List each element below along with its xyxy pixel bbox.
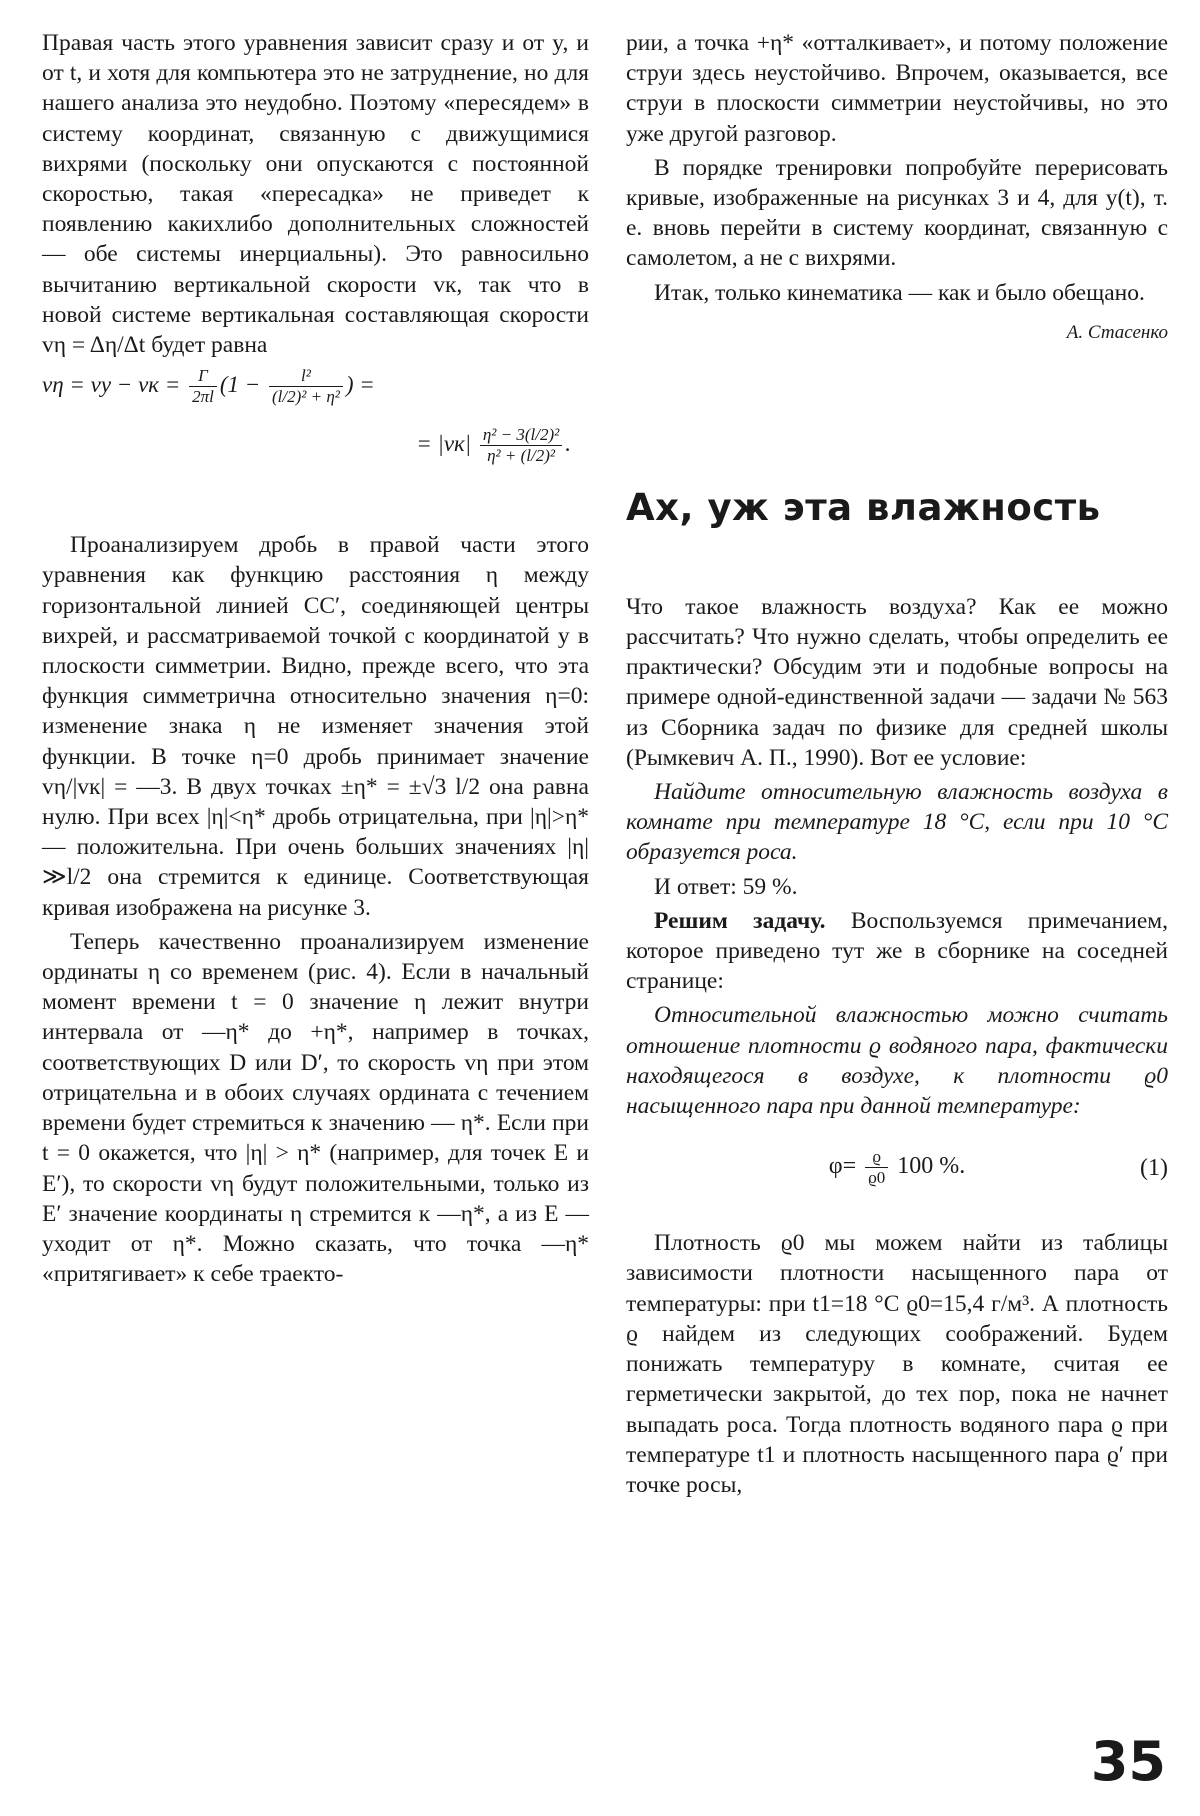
answer: И ответ: 59 %. bbox=[654, 873, 798, 900]
humidity-formula bbox=[626, 1147, 1168, 1188]
velocity-formula-continued bbox=[42, 425, 589, 466]
fraction-denominator: ϱ0 bbox=[868, 1168, 886, 1188]
article-author: А. Стасенко bbox=[1066, 321, 1168, 343]
fraction bbox=[189, 366, 217, 407]
formula-part: ) = bbox=[345, 372, 375, 398]
fraction-numerator: ϱ bbox=[865, 1147, 888, 1168]
velocity-formula bbox=[42, 366, 589, 407]
equation-number: (1) bbox=[1140, 1155, 1168, 1182]
article-heading: Ах, уж эта влажность bbox=[626, 485, 1101, 529]
solve-label: Решим задачу. bbox=[654, 907, 826, 934]
paragraph: Плотность ϱ0 мы можем найти из таблицы зависимости плотности насыщенного пара от температуры: при t1=18 °C ϱ0=15,4 г/м³. А плотность ϱ найдем из следующих соображений. Будем понижать температуру в комнате, считая ее герметически закрытой, до тех пор, пока не начнет выпадать роса. Тогда плотность водяного пара ϱ при температуре t1 и плотность насыщенного пара ϱ′ при точке росы, bbox=[626, 1230, 1168, 1498]
right-column bbox=[626, 28, 1168, 1500]
paragraph: Что такое влажность воздуха? Как ее можно рассчитать? Что нужно сделать, чтобы определить ее практически? Обсудим эти и подобные вопросы на примере одной-единственной задачи — задачи № 563 из Сборника задач по физике для средней школы (Рымкевич А. П., 1990). Вот ее условие: bbox=[626, 593, 1168, 771]
fraction bbox=[269, 366, 343, 407]
formula-part: (1 − bbox=[219, 372, 267, 398]
fraction bbox=[865, 1147, 888, 1188]
formula-part: 100 %. bbox=[891, 1153, 966, 1180]
formula-part: = |vк| bbox=[416, 431, 477, 457]
humidity-definition: Относительной влажностью можно считать отношение плотности ϱ водяного пара, фактически находящегося в воздухе, к плотности ϱ0 насыщенного пара при данной температуре: bbox=[626, 1002, 1168, 1120]
paragraph: рии, а точка +η* «отталкивает», и потому положение струи здесь неустойчиво. Впрочем, оказывается, все струи в плоскости симметрии неустойчивы, но это уже другой разговор. bbox=[626, 30, 1168, 147]
paragraph: Правая часть этого уравнения зависит сразу и от y, и от t, и хотя для компьютера это не затруднение, но для нашего анализа это неудобно. Поэтому «пересядем» в систему координат, связанную с движущимися вихрями (поскольку они опускаются с постоянной скоростью, такая «пересадка» не приведет к появлению какихлибо дополнительных сложностей — обе системы инерциальны). Это равносильно вычитанию вертикальной скорости vк, так что в новой системе вертикальная составляющая скорости vη = Δη/Δt будет равна bbox=[42, 30, 589, 359]
fraction-numerator: l² bbox=[269, 366, 343, 387]
paragraph: В порядке тренировки попробуйте перерисовать кривые, изображенные на рисунках 3 и 4, для y(t), т. е. вновь перейти в систему координат, связанную с самолетом, а не с вихрями. bbox=[626, 154, 1168, 272]
fraction-denominator: 2πl bbox=[192, 387, 214, 407]
paragraph: Проанализируем дробь в правой части этого уравнения как функцию расстояния η между горизонтальной линией CC′, соединяющей центры вихрей, и рассматриваемой точкой с координатой y в плоскости симметрии. Видно, прежде всего, что эта функция симметрична относительно значения η=0: изменение знака η не изменяет значения этой функции. В точке η=0 дробь принимает значение vη/|vк| = —3. В двух точках ±η* = ±√3 l/2 она равна нулю. При всех |η|<η* дробь отрицательна, при |η|>η* — положительна. При очень больших значениях |η|≫l/2 она стремится к единице. Соответствующая кривая изображена на рисунке 3. bbox=[42, 532, 589, 921]
formula-part: φ= bbox=[828, 1153, 863, 1180]
paragraph bbox=[626, 906, 1168, 997]
fraction-denominator: η² + (l/2)² bbox=[487, 446, 555, 466]
formula-part: . bbox=[565, 431, 571, 457]
fraction bbox=[480, 425, 562, 466]
fraction-denominator: (l/2)² + η² bbox=[272, 387, 340, 407]
formula-part: vη = vy − vк = bbox=[42, 372, 187, 398]
fraction-numerator: η² − 3(l/2)² bbox=[480, 425, 562, 446]
paragraph: Теперь качественно проанализируем изменение ординаты η со временем (рис. 4). Если в начальный момент времени t = 0 значение η лежит внутри интервала от —η* до +η*, например в точках, соответствующих D или D′, то скорость vη при этом отрицательна и в обоих случаях ордината с течением времени будет стремиться к значению — η*. Если при t = 0 окажется, что |η| > η* (например, для точек E и E′), то скорости vη будут положительными, только из E′ значение координаты η стремится к —η*, а из E — уходит от η*. Можно сказать, что точка —η* «притягивает» к себе траекто- bbox=[42, 928, 589, 1288]
fraction-numerator: Γ bbox=[189, 366, 217, 387]
problem-statement: Найдите относительную влажность воздуха в комнате при температуре 18 °C, если при 10 °C образуется роса. bbox=[626, 779, 1168, 866]
left-column bbox=[42, 28, 589, 1289]
page-number: 35 bbox=[1090, 1730, 1166, 1793]
paragraph: Итак, только кинематика — как и было обещано. bbox=[654, 279, 1145, 306]
solve-text: Воспользуемся примечанием, которое приведено тут же в сборнике на соседней странице: bbox=[626, 907, 1168, 995]
